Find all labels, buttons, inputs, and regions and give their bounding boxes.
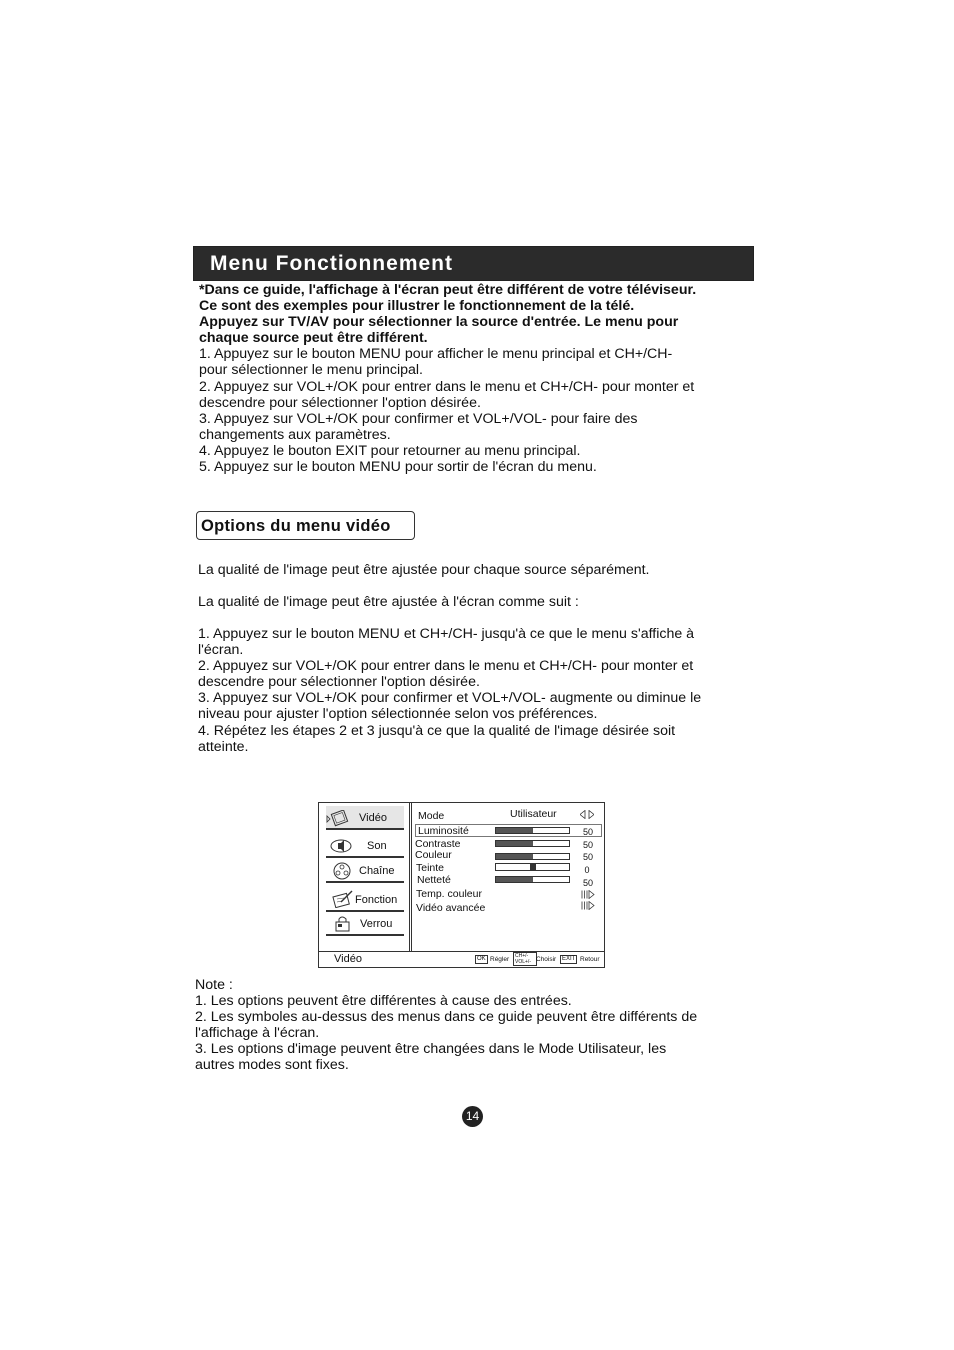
page-title: Menu Fonctionnement	[210, 252, 453, 275]
tv-side-item-label: Fonction	[355, 894, 398, 906]
tv-side-item-label: Verrou	[360, 918, 393, 930]
tv-setting-value: 50	[582, 852, 593, 862]
left-right-arrows-icon	[580, 810, 594, 819]
channel-reel-icon	[332, 862, 352, 880]
tv-side-divider	[326, 881, 404, 883]
tv-menu-divider	[411, 803, 412, 951]
intro-line: 1. Appuyez sur le bouton MENU pour afficher le menu principal et CH+/CH-	[199, 346, 673, 363]
tv-setting-bar-marker	[530, 863, 536, 870]
page-number: 14	[462, 1106, 483, 1127]
submenu-arrow-icon	[581, 901, 595, 910]
tv-setting-bar-fill	[496, 854, 533, 859]
tv-footer-title: Vidéo	[334, 953, 362, 965]
intro-line: 4. Appuyez le bouton EXIT pour retourner au menu principal.	[199, 442, 581, 459]
note-line: Note :	[195, 977, 233, 993]
video-step-line: niveau pour ajuster l'option sélectionnée selon vos préférences.	[198, 706, 598, 723]
tv-side-item-label: Chaîne	[359, 865, 395, 877]
tv-setting-label: Luminosité	[418, 825, 469, 837]
tv-side-item-video	[326, 806, 404, 830]
tv-submenu-label: Vidéo avancée	[416, 902, 486, 914]
section-title: Options du menu vidéo	[201, 517, 391, 535]
tv-setting-label: Couleur	[415, 849, 452, 861]
ch-vol-key-badge: CH+/- VOL+/-	[513, 952, 537, 966]
tv-side-divider	[326, 934, 404, 936]
video-step-line: 3. Appuyez sur VOL+/OK pour confirmer et VOL+/VOL- augmente ou diminue le	[198, 690, 702, 707]
tv-submenu-label: Temp. couleur	[416, 888, 482, 900]
video-paragraph-1: La qualité de l'image peut être ajustée pour chaque source séparément.	[198, 562, 650, 578]
section-heading	[196, 511, 415, 540]
tv-menu-illustration	[318, 802, 605, 968]
tv-setting-bar-fill	[496, 841, 533, 846]
tv-side-divider	[326, 856, 404, 858]
note-block	[195, 977, 755, 1074]
intro-line: descendre pour sélectionner l'option désirée.	[199, 394, 481, 411]
tv-side-item-label: Son	[367, 840, 387, 852]
intro-line: pour sélectionner le menu principal.	[199, 362, 423, 379]
video-step-line: 4. Répétez les étapes 2 et 3 jusqu'à ce que la qualité de l'image désirée soit	[198, 722, 676, 739]
tv-mode-value: Utilisateur	[510, 808, 557, 820]
tv-setting-value: 50	[582, 840, 593, 850]
intro-bold-line: chaque source peut être différent.	[199, 330, 428, 347]
tv-setting-value: 0	[584, 865, 590, 875]
video-step-line: 2. Appuyez sur VOL+/OK pour entrer dans le menu et CH+/CH- pour monter et	[198, 658, 694, 675]
tv-setting-bar	[495, 876, 570, 883]
video-steps	[198, 626, 758, 755]
note-line: l'affichage à l'écran.	[195, 1025, 320, 1042]
tv-icon	[326, 810, 352, 828]
video-step-line: l'écran.	[198, 642, 244, 659]
ok-key-badge: OK	[477, 956, 486, 962]
tv-setting-bar	[495, 827, 570, 834]
tv-side-divider	[326, 828, 404, 830]
tv-setting-bar	[495, 853, 570, 860]
intro-bold-line: *Dans ce guide, l'affichage à l'écran peut être différent de votre téléviseur.	[199, 282, 697, 298]
intro-bold-line: Ce sont des exemples pour illustrer le fonctionnement de la télé.	[199, 298, 635, 315]
exit-key-badge: EXIT	[562, 956, 576, 962]
tv-setting-label: Netteté	[417, 874, 451, 886]
tv-setting-bar	[495, 840, 570, 847]
lock-icon	[334, 915, 352, 933]
exit-key-text: Retour	[580, 956, 600, 963]
note-line: autres modes sont fixes.	[195, 1057, 349, 1074]
tv-setting-bar-fill	[496, 877, 533, 882]
video-step-line: descendre pour sélectionner l'option désirée.	[198, 674, 480, 691]
page-header	[193, 246, 754, 281]
intro-bold-line: Appuyez sur TV/AV pour sélectionner la source d'entrée. Le menu pour	[199, 314, 679, 331]
settings-pen-icon	[332, 890, 354, 908]
tv-menu-sidebar	[319, 803, 410, 951]
tv-setting-label: Contraste	[415, 838, 461, 850]
speaker-icon	[330, 838, 352, 854]
note-line: 1. Les options peuvent être différentes à cause des entrées.	[195, 993, 572, 1010]
tv-setting-label: Teinte	[416, 862, 445, 874]
video-step-line: 1. Appuyez sur le bouton MENU et CH+/CH- jusqu'à ce que le menu s'affiche à	[198, 626, 695, 642]
ch-vol-key-text: Choisir	[536, 956, 557, 963]
note-line: 2. Les symboles au-dessus des menus dans ce guide peuvent être différents de	[195, 1009, 698, 1026]
intro-line: 5. Appuyez sur le bouton MENU pour sortir de l'écran du menu.	[199, 459, 597, 476]
intro-line: 3. Appuyez sur VOL+/OK pour confirmer et VOL+/VOL- pour faire des	[199, 410, 638, 427]
video-step-line: atteinte.	[198, 738, 249, 755]
tv-mode-label: Mode	[418, 810, 445, 822]
tv-side-item-son	[326, 834, 404, 858]
tv-setting-bar-fill	[496, 828, 533, 833]
tv-side-item-label: Vidéo	[359, 812, 387, 824]
tv-setting-bar	[495, 863, 570, 871]
tv-setting-value: 50	[582, 827, 593, 837]
note-line: 3. Les options d'image peuvent être changées dans le Mode Utilisateur, les	[195, 1041, 667, 1058]
intro-line: changements aux paramètres.	[199, 426, 391, 443]
tv-side-item-chaine	[326, 859, 404, 883]
intro-text	[199, 282, 759, 475]
tv-footer-divider	[319, 951, 604, 952]
ok-key-text: Régler	[490, 956, 510, 963]
video-paragraph-2: La qualité de l'image peut être ajustée à l'écran comme suit :	[198, 594, 579, 610]
intro-line: 2. Appuyez sur VOL+/OK pour entrer dans le menu et CH+/CH- pour monter et	[199, 378, 695, 395]
tv-setting-value: 50	[582, 878, 593, 888]
tv-side-item-fonction	[326, 888, 404, 912]
submenu-arrow-icon	[581, 890, 595, 899]
tv-side-item-verrou	[326, 912, 404, 936]
